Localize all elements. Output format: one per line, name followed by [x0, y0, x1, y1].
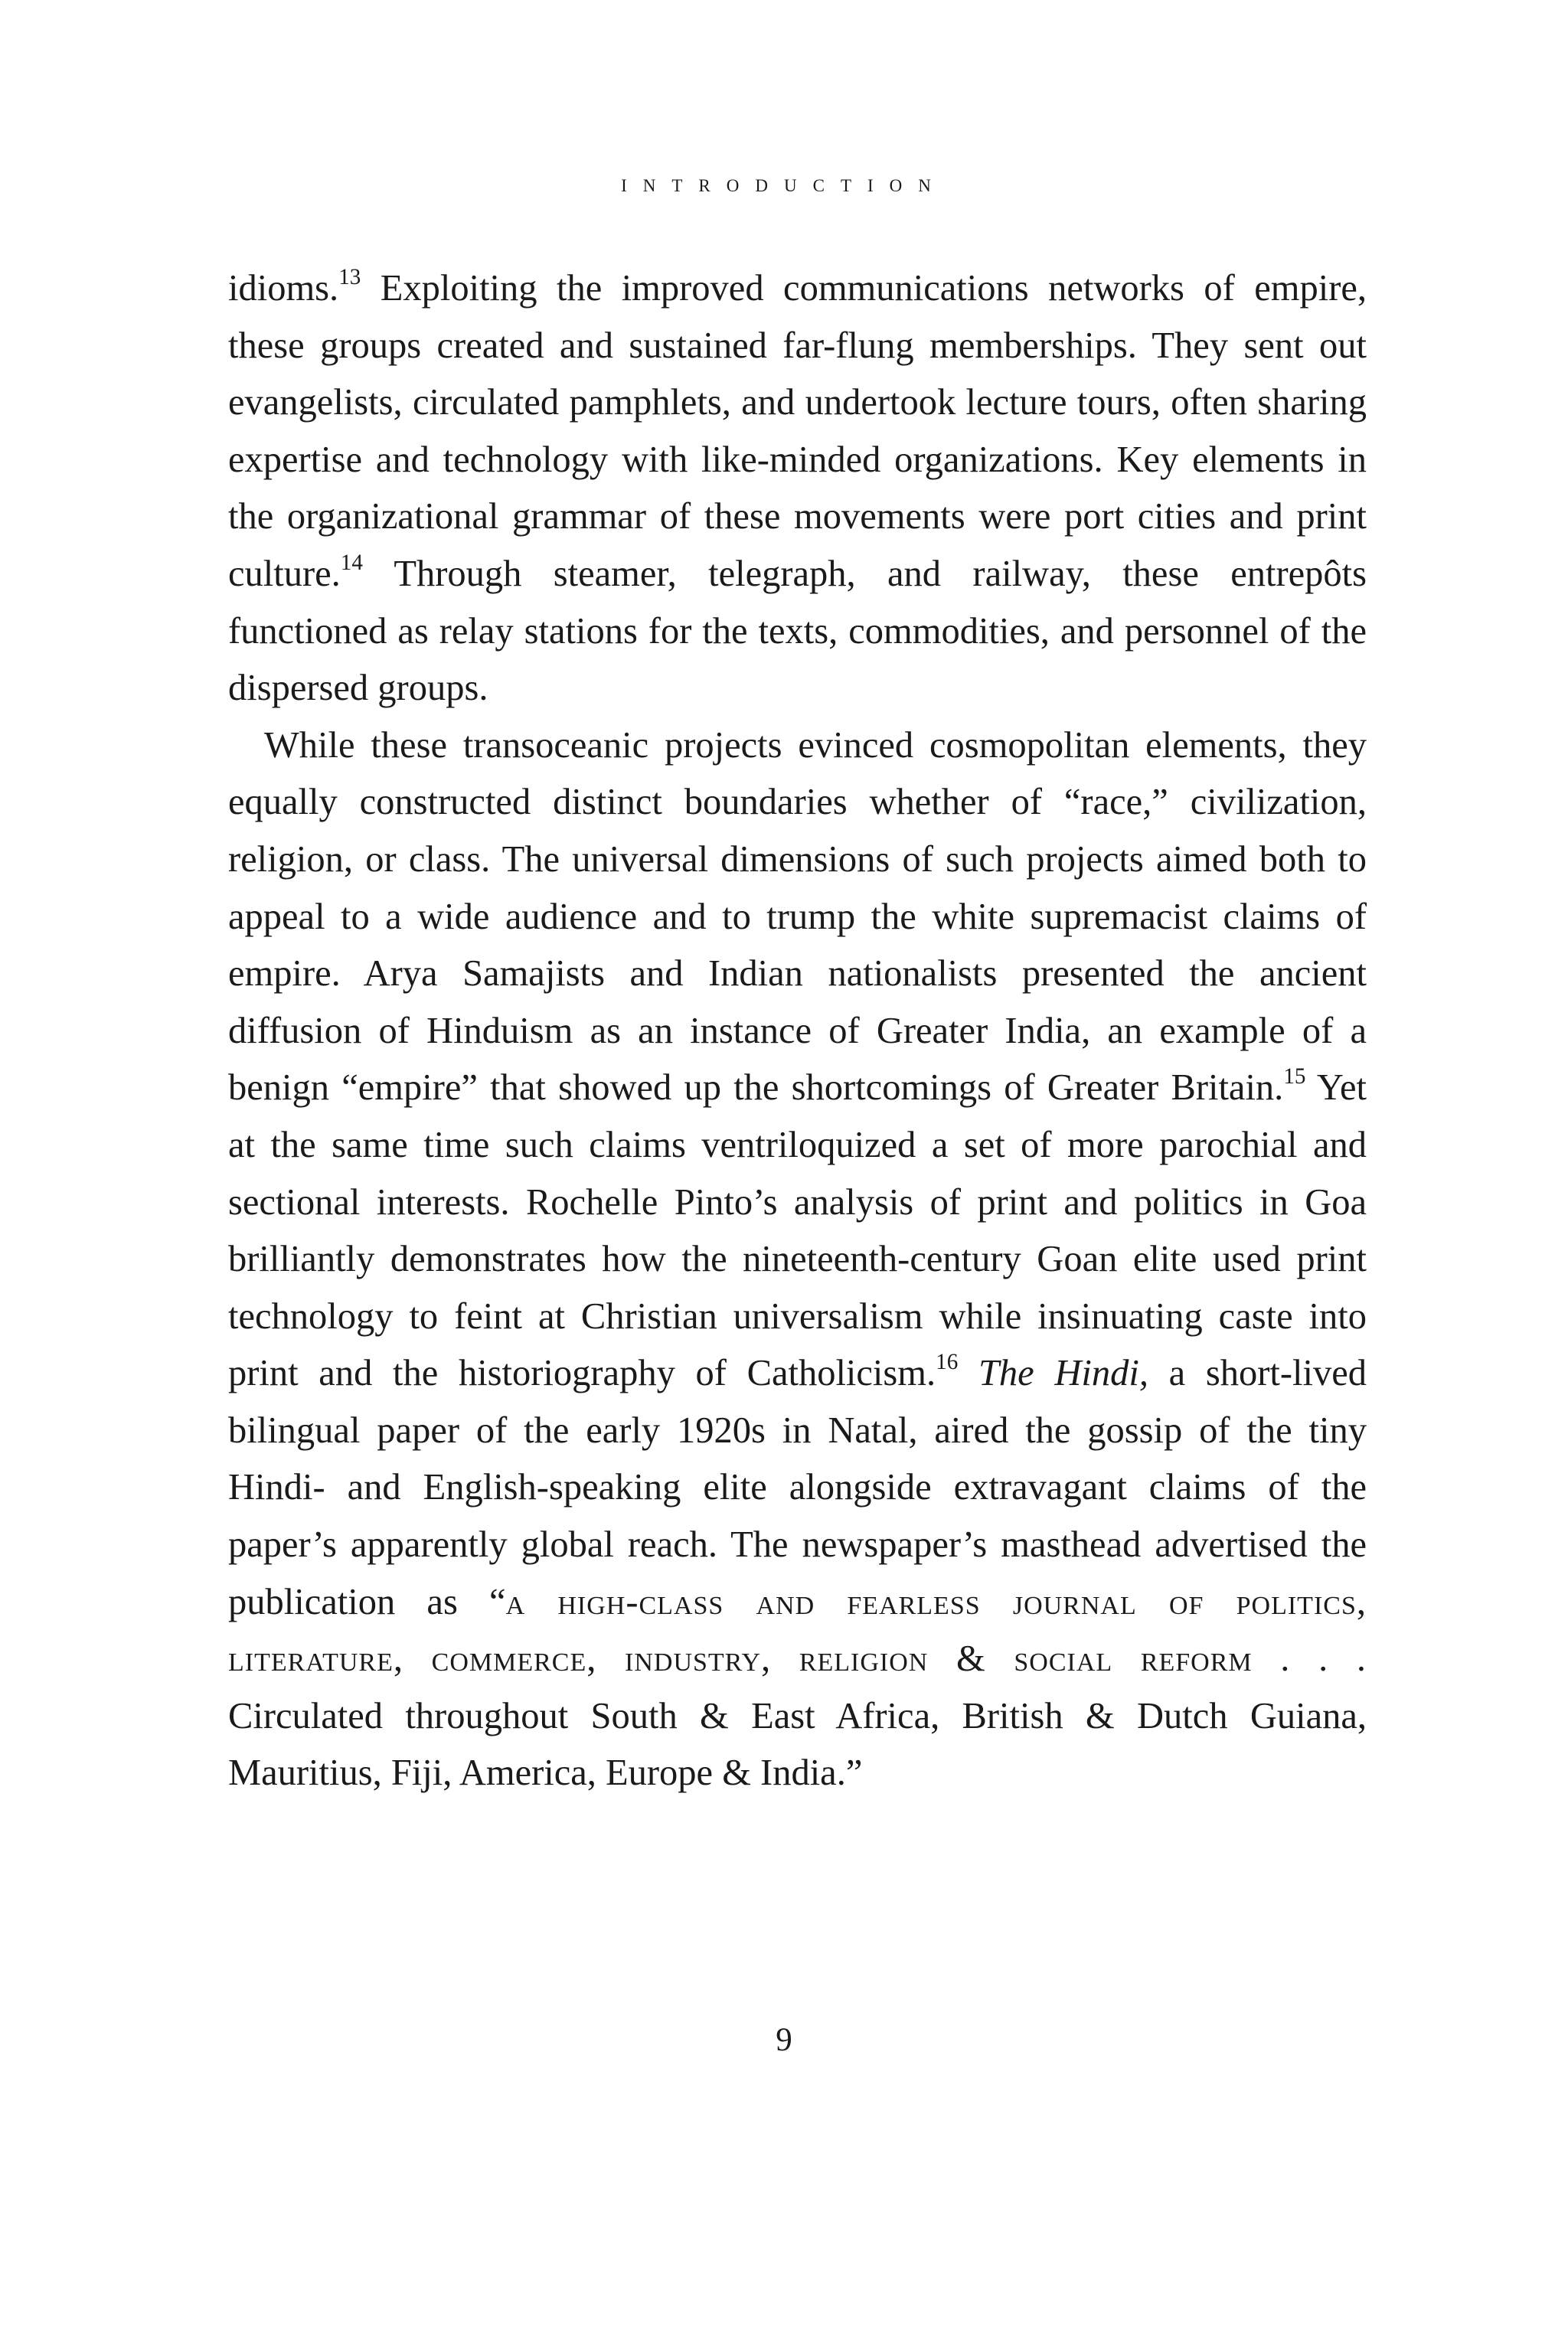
page-number: 9	[776, 2022, 792, 2058]
text-run: While these transoceanic projects evinced cosmopolitan elements, they equally constructed distinct boundaries whether of “race,” civilization, religion, or class. The universal dimensions of such projects aimed both to appeal to a wide audience and to trump the white supremacist claims of empire. Arya Samajists and Indian nationalists presented the ancient diffusion of Hinduism as an instance of Greater India, an example of a benign “empire” that showed up the shortcomings of Greater Britain.	[228, 724, 1367, 1109]
italic-title: The Hindi,	[978, 1353, 1148, 1394]
text-run	[958, 1353, 978, 1393]
text-run: Circulated throughout South & East Africa, British & Dutch Guiana, Mauritius, Fiji, America, Europe & India.”	[228, 1695, 1367, 1794]
small-caps-quote: a high-class and fearless journal of politics, literature, commerce, industry, religion & social reform . . .	[228, 1581, 1367, 1680]
paragraph	[228, 260, 1367, 717]
text-run: Through steamer, telegraph, and railway, these entrepôts functioned as relay stations for the texts, commodities, and personnel of the dispersed groups.	[228, 553, 1367, 709]
text-run: a short-lived bilingual paper of the early 1920s in Natal, aired the gossip of the tiny Hindi- and English-speaking elite alongside extravagant claims of the paper’s apparently global reach. The newspaper’s masthead advertised the publication as “	[228, 1353, 1367, 1622]
paragraph	[228, 717, 1367, 1802]
body-text	[228, 260, 1367, 1802]
running-head: introduction	[621, 170, 947, 198]
text-run: Yet at the same time such claims ventriloquized a set of more parochial and sectional interests. Rochelle Pinto’s analysis of print and politics in Goa brilliantly demonstrates how the nineteenth-century Goan elite used print technology to feint at Christian universalism while insinuating caste into print and the historiography of Catholicism.	[228, 1067, 1367, 1394]
footnote-marker: 13	[338, 265, 361, 290]
footnote-marker: 14	[340, 550, 363, 576]
footnote-marker: 16	[936, 1350, 959, 1375]
footnote-marker: 15	[1283, 1064, 1306, 1089]
text-run: idioms.	[228, 268, 339, 309]
text-run: Exploiting the improved communications networks of empire, these groups created and sustained far-flung memberships. They sent out evangelists, circulated pamphlets, and undertook lecture tours, often sharing expertise and technology with like-minded organizations. Key elements in the organizational grammar of these movements were port cities and print culture.	[228, 268, 1367, 594]
